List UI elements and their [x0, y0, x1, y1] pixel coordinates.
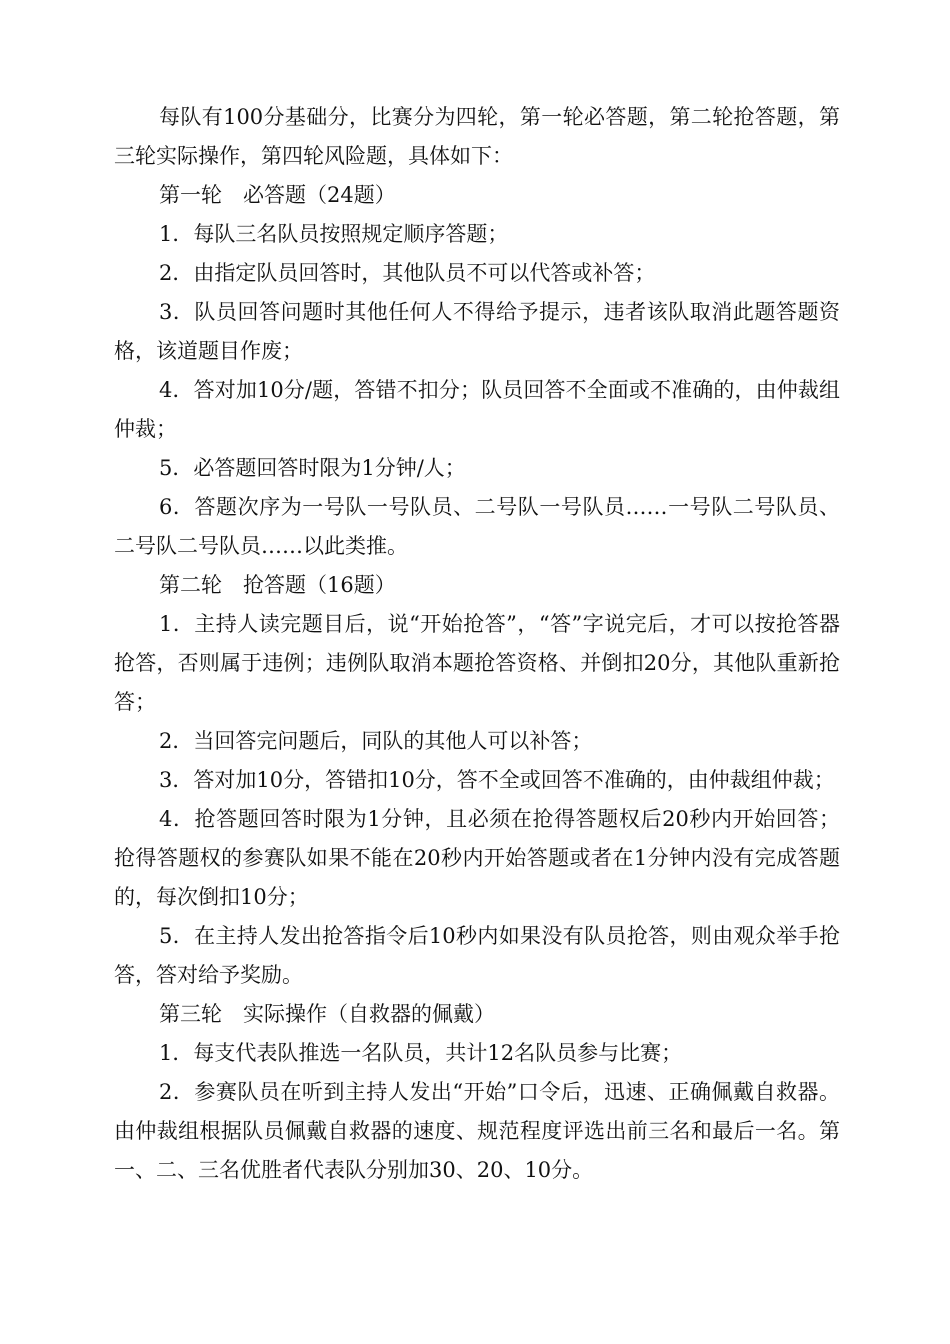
- round-3-item: 2．参赛队员在听到主持人发出“开始”口令后，迅速、正确佩戴自救器。由仲裁组根据队员佩戴自救器的速度、规范程度评选出前三名和最后一名。第一、二、三名优胜者代表队分别加30、20、10分。: [114, 1080, 840, 1182]
- round-3-item: 1．每支代表队推选一名队员，共计12名队员参与比赛；: [159, 1041, 683, 1065]
- document-page: [114, 98, 840, 1190]
- round-2-heading: 第二轮 抢答题（16题）: [159, 573, 396, 597]
- round-2-item: 5．在主持人发出抢答指令后10秒内如果没有队员抢答，则由观众举手抢答，答对给予奖励。: [114, 924, 840, 987]
- round-1-heading: 第一轮 必答题（24题）: [159, 183, 396, 207]
- intro-paragraph: 每队有100分基础分，比赛分为四轮，第一轮必答题，第二轮抢答题，第三轮实际操作，第四轮风险题，具体如下：: [114, 105, 840, 168]
- round-3-heading: 第三轮 实际操作（自救器的佩戴）: [159, 1002, 495, 1026]
- round-2-item: 3．答对加10分，答错扣10分，答不全或回答不准确的，由仲裁组仲裁；: [159, 768, 835, 792]
- round-2-item: 2．当回答完问题后，同队的其他人可以补答；: [159, 729, 593, 753]
- round-1-item: 6．答题次序为一号队一号队员、二号队一号队员……一号队二号队员、二号队二号队员……以此类推。: [114, 495, 840, 558]
- round-2-item: 4．抢答题回答时限为1分钟，且必须在抢得答题权后20秒内开始回答；抢得答题权的参赛队如果不能在20秒内开始答题或者在1分钟内没有完成答题的，每次倒扣10分；: [114, 807, 840, 909]
- round-1-item: 2．由指定队员回答时，其他队员不可以代答或补答；: [159, 261, 656, 285]
- round-1-item: 3．队员回答问题时其他任何人不得给予提示，违者该队取消此题答题资格，该道题目作废；: [114, 300, 840, 363]
- round-1-item: 1．每队三名队员按照规定顺序答题；: [159, 222, 509, 246]
- round-2-item: 1．主持人读完题目后，说“开始抢答”，“答”字说完后，才可以按抢答器抢答，否则属于违例；违例队取消本题抢答资格、并倒扣20分，其他队重新抢答；: [114, 612, 840, 714]
- round-1-item: 4．答对加10分/题，答错不扣分；队员回答不全面或不准确的，由仲裁组仲裁；: [114, 378, 840, 441]
- round-1-item: 5．必答题回答时限为1分钟/人；: [159, 456, 466, 480]
